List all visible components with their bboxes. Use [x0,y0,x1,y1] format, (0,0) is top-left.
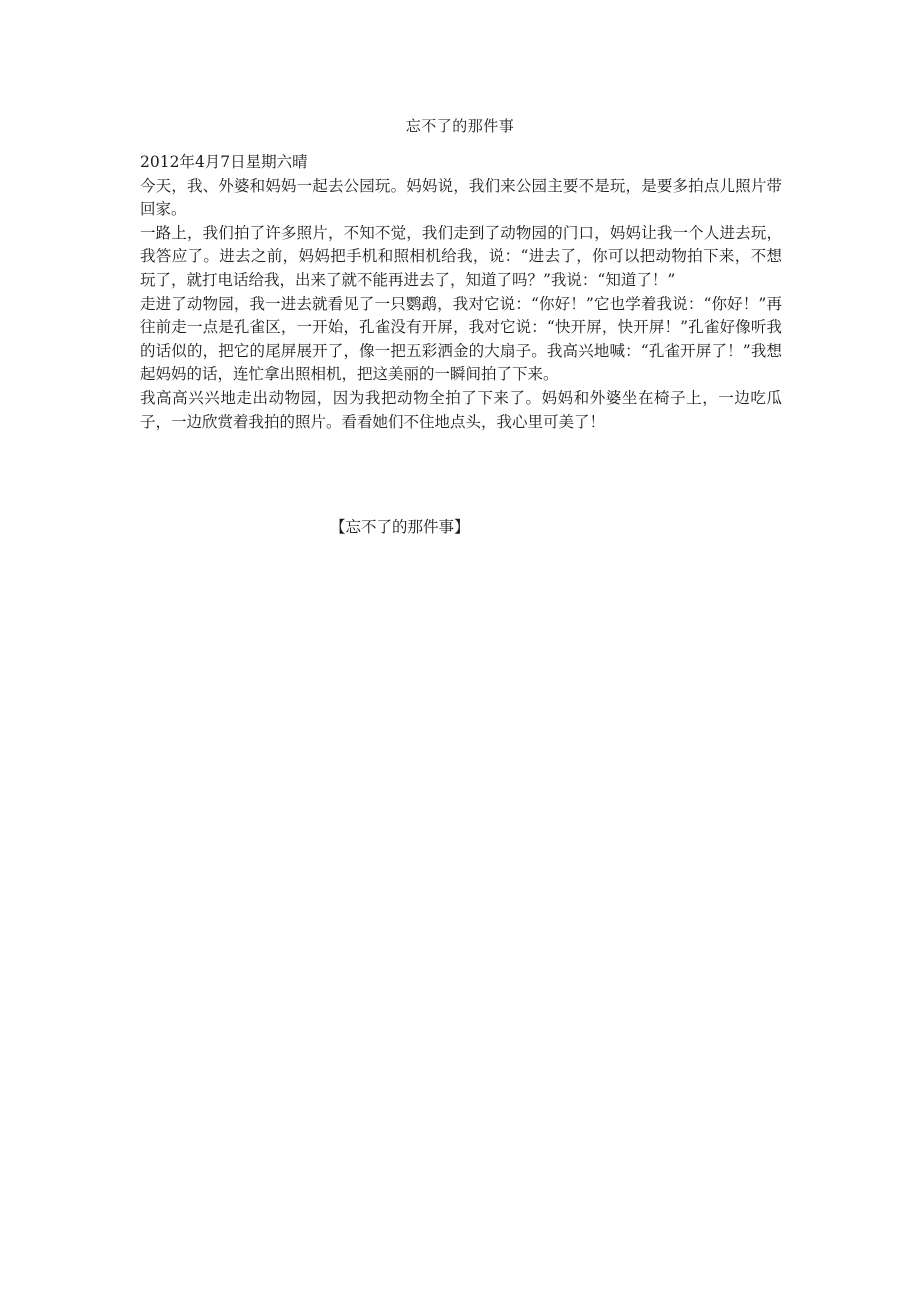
document-body [140,151,782,434]
paragraph: 我高高兴兴地走出动物园，因为我把动物全拍了下来了。妈妈和外婆坐在椅子上，一边吃瓜子，一边欣赏着我拍的照片。看看她们不住地点头，我心里可美了！ [140,388,782,431]
date-line: 2012年4月7日星期六晴 [140,153,308,171]
paragraph: 一路上，我们拍了许多照片，不知不觉，我们走到了动物园的门口，妈妈让我一个人进去玩，我答应了。进去之前，妈妈把手机和照相机给我，说：“进去了，你可以把动物拍下来，不想玩了，就打电话给我，出来了就不能再进去了，知道了吗？”我说：“知道了！” [140,223,782,289]
footer-title: 【忘不了的那件事】 [330,518,470,536]
paragraph: 走进了动物园，我一进去就看见了一只鹦鹉，我对它说：“你好！”它也学着我说：“你好！”再往前走一点是孔雀区，一开始，孔雀没有开屏，我对它说：“快开屏，快开屏！”孔雀好像听我的话似的，把它的尾屏展开了，像一把五彩洒金的大扇子。我高兴地喊：“孔雀开屏了！”我想起妈妈的话，连忙拿出照相机，把这美丽的一瞬间拍了下来。 [140,294,782,384]
document-title: 忘不了的那件事 [405,117,515,135]
paragraph: 今天，我、外婆和妈妈一起去公园玩。妈妈说，我们来公园主要不是玩，是要多拍点儿照片带回家。 [140,176,782,219]
